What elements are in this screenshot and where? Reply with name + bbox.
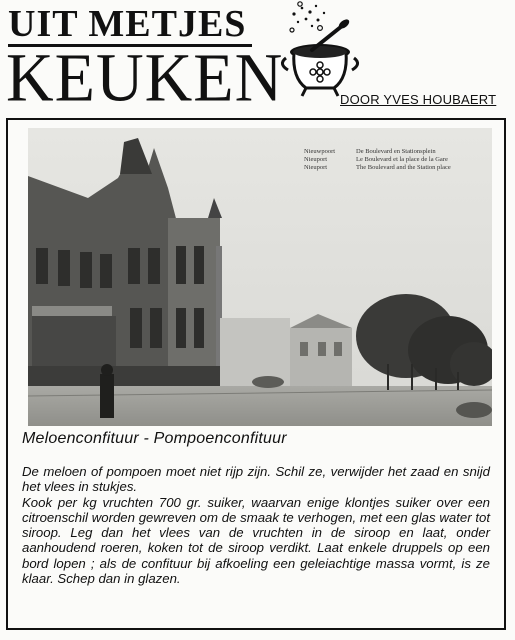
photo-caption [304,148,492,172]
column-title-line1: UIT METJES [8,4,252,47]
masthead [0,0,515,118]
caption-row-3: Nieuport The Boulevard and the Station place [304,164,451,171]
byline: DOOR YVES HOUBAERT [340,92,497,107]
caption-row-1: Nieuwpoort De Boulevard en Stationsplein [304,148,436,155]
caption-row-2: Nieuport Le Boulevard et la place de la Gare [304,156,448,163]
recipe-body [22,464,490,586]
recipe-title: Meloenconfituur - Pompoenconfituur [22,430,287,447]
recipe-paragraph-2: Kook per kg vruchten 700 gr. suiker, waarvan enige klontjes suiker over een citroenschil worden gewreven om de smaak te verhogen, met een glas water tot siroop. Leg dan het vlees van de vruchten in de siroop en laat, onder aanhoudend roeren, koken tot de siroop verdikt. Laat enkele druppels op een bord lopen ; als de confituur bij afkoeling een geleiachtige massa vormt, is ze klaar. Schep dan in glazen. [22,494,490,587]
column-title-line2: KEUKEN [6,39,284,117]
article-box [6,118,506,630]
street-photo [28,128,492,426]
recipe-paragraph-1: De meloen of pompoen moet niet rijp zijn. Schil ze, verwijder het zaad en snijd het vlees in stukjes. [22,464,490,495]
